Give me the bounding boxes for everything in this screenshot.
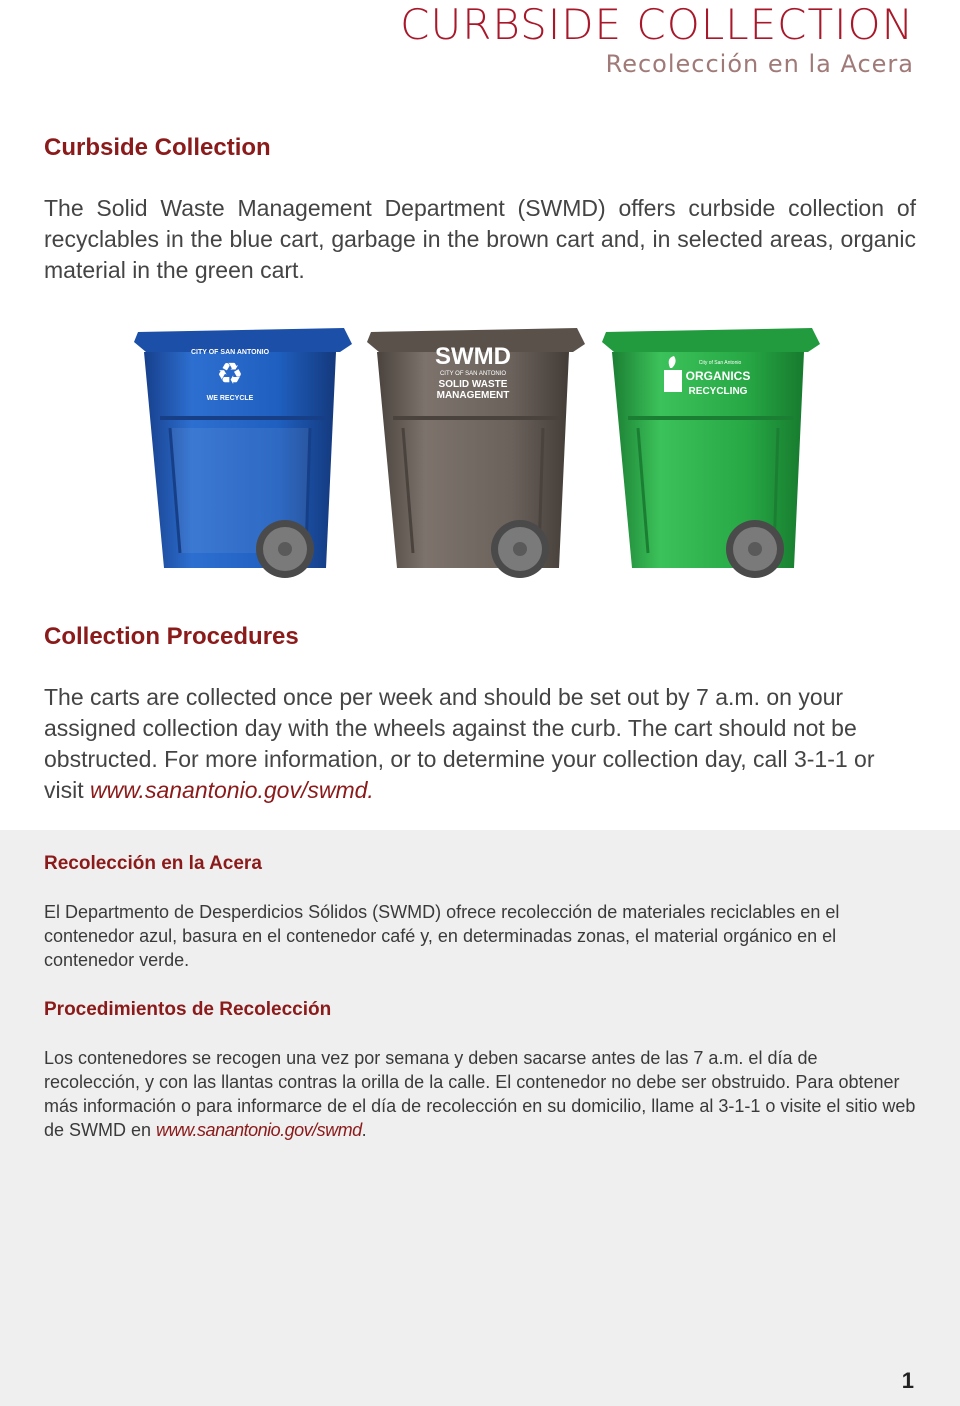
- cart-label: ORGANICS: [685, 369, 751, 383]
- section-heading: Procedimientos de Recolección: [44, 999, 332, 1020]
- cart-label: City of San Antonio: [698, 360, 742, 366]
- brown-garbage-cart: [365, 318, 591, 588]
- page-number: 1: [901, 1368, 914, 1393]
- section-paragraph: [44, 682, 916, 806]
- paragraph-end: .: [361, 1120, 367, 1140]
- page-header: [400, 0, 914, 78]
- cart-label: CITY OF SAN ANTONIO: [439, 371, 507, 377]
- cart-label: WE RECYCLE: [206, 395, 254, 402]
- section-heading: Recolección en la Acera: [44, 853, 262, 874]
- section-heading: Curbside Collection: [44, 134, 271, 161]
- page-title: CURBSIDE COLLECTION: [400, 0, 914, 49]
- swmd-website-link[interactable]: www.sanantonio.gov/swmd.: [90, 777, 374, 803]
- cart-logo: SWMD: [435, 343, 511, 370]
- paragraph-text: The carts are collected once per week and should be set out by 7 a.m. on your assigned collection day with the wheels against the curb. The cart should not be obstructed. For more information, or to determine your collection day, call 3-1-1 or visit: [44, 684, 875, 803]
- recycle-icon: [217, 357, 244, 392]
- curbside-collection-section: [44, 133, 916, 286]
- page-subtitle: Recolección en la Acera: [605, 50, 914, 78]
- collection-procedures-section: [44, 622, 916, 806]
- carts-illustration: [130, 318, 830, 588]
- cart-label: CITY OF SAN ANTONIO: [190, 349, 270, 356]
- section-paragraph: El Departmento de Desperdicios Sólidos (SWMD) ofrece recolección de materiales reciclables en el contenedor azul, basura en el contenedor café y, en determinadas zonas, el material orgánico en el contenedor verde.: [44, 902, 840, 970]
- svg-text:♻: ♻: [216, 357, 244, 392]
- section-paragraph: The Solid Waste Management Department (SWMD) offers curbside collection of recyclables in the blue cart, garbage in the brown cart and, in selected areas, organic material in the green cart.: [44, 195, 916, 283]
- swmd-website-link[interactable]: www.sanantonio.gov/swmd: [156, 1120, 362, 1140]
- recoleccion-section: [44, 852, 916, 972]
- cart-label: SOLID WASTE: [438, 379, 508, 390]
- blue-recycling-cart: [130, 318, 356, 588]
- cart-label: MANAGEMENT: [436, 390, 510, 401]
- cart-label: RECYCLING: [688, 386, 748, 397]
- green-organics-cart: [600, 318, 826, 588]
- section-heading: Collection Procedures: [44, 623, 299, 650]
- section-paragraph: [44, 1046, 916, 1142]
- procedimientos-section: [44, 998, 916, 1142]
- paragraph-text: Los contenedores se recogen una vez por semana y deben sacarse antes de las 7 a.m. el día de recolección, y con las llantas contras la orilla de la calle. El contenedor no debe ser obstruido. Para obtener más información o para informarce de el día de recolección en su domicilio, llame al 3-1-1 o visite el sitio web de SWMD en: [44, 1048, 916, 1140]
